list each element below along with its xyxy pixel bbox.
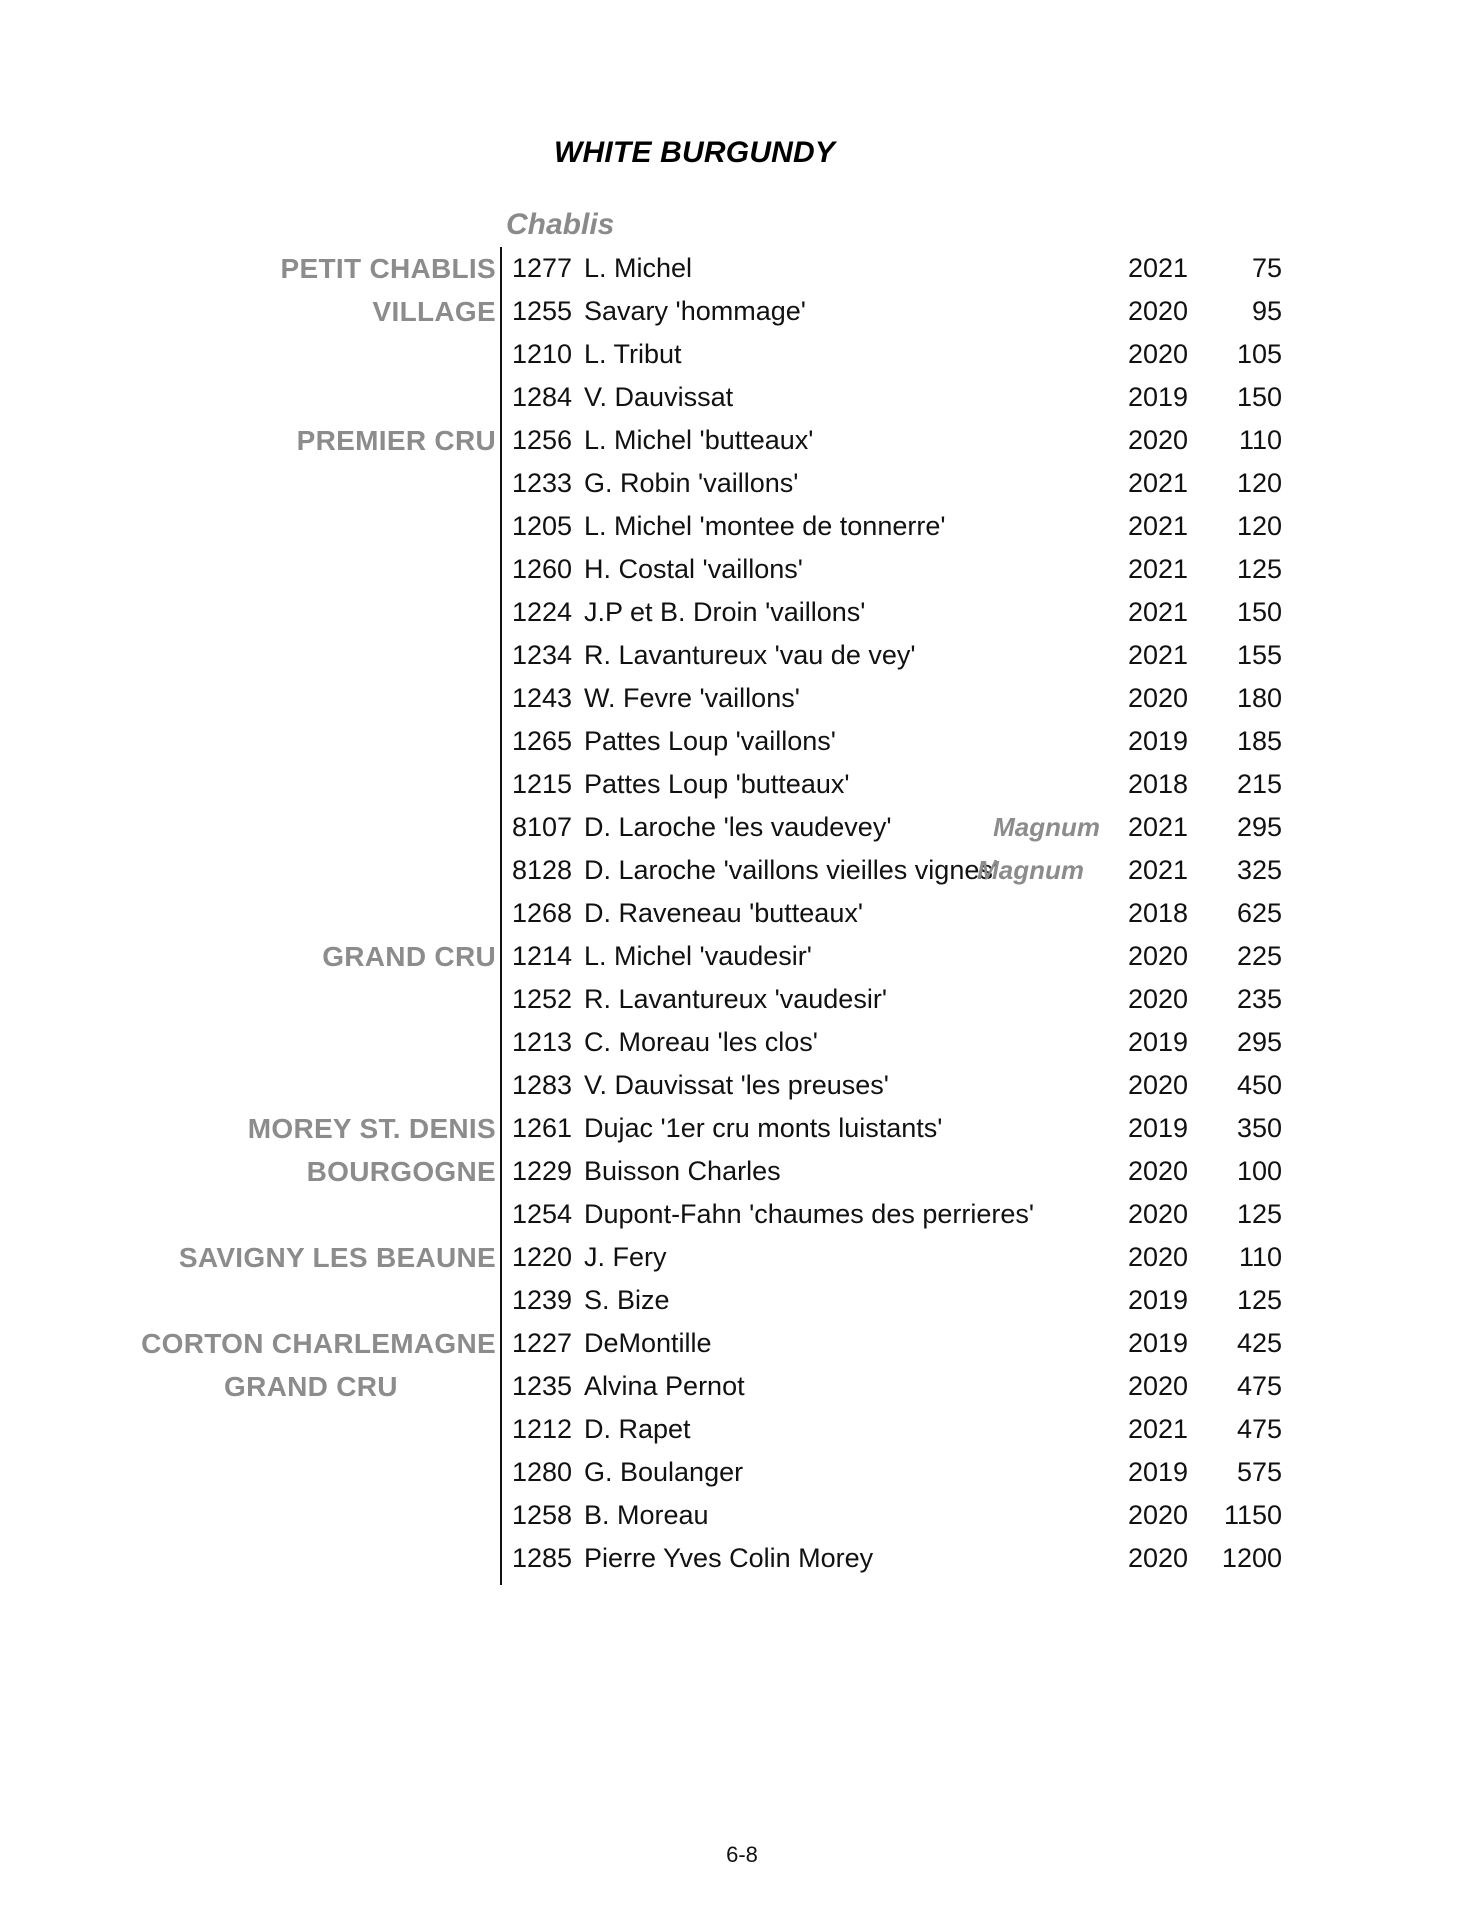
wine-vintage: 2020 [1128,984,1189,1014]
page-title: WHITE BURGUNDY [554,136,836,169]
wine-row [0,769,1484,812]
wine-row [0,1371,1484,1414]
wine-bin-number: 1229 [512,1156,573,1186]
wine-row [0,1199,1484,1242]
wine-vintage: 2019 [1128,1113,1189,1143]
wine-price: 295 [1236,812,1282,842]
wine-price: 475 [1236,1371,1282,1401]
wine-price: 125 [1236,1285,1282,1315]
wine-bin-number: 1260 [512,554,573,584]
wine-vintage: 2019 [1128,382,1189,412]
wine-name: Buisson Charles [584,1156,781,1186]
category-corton-grand-cru: GRAND CRU [224,1371,398,1402]
wine-row [0,1113,1484,1156]
wine-name: J. Fery [584,1242,667,1272]
wine-vintage: 2021 [1128,1414,1189,1444]
wine-vintage: 2021 [1128,855,1189,885]
wine-price: 100 [1236,1156,1282,1186]
wine-bin-number: 1277 [512,253,573,283]
wine-name: Dupont-Fahn 'chaumes des perrieres' [584,1199,1035,1229]
section-subtitle: Chablis [506,208,615,241]
wine-name: L. Michel 'montee de tonnerre' [584,511,946,541]
wine-price: 225 [1236,941,1282,971]
wine-row [0,597,1484,640]
wine-bin-number: 1285 [512,1543,573,1573]
wine-price: 105 [1236,339,1282,369]
wine-name: Pattes Loup 'butteaux' [584,769,850,799]
wine-vintage: 2020 [1128,683,1189,713]
wine-price: 110 [1238,1242,1282,1272]
wine-row [0,339,1484,382]
wine-row [0,941,1484,984]
wine-name: D. Rapet [584,1414,691,1444]
category-savigny-les-beaune: SAVIGNY LES BEAUNE [178,1242,496,1273]
category-morey-st-denis: MOREY ST. DENIS [247,1113,496,1144]
wine-price: 575 [1236,1457,1282,1487]
wine-price: 125 [1236,1199,1282,1229]
wine-row [0,1285,1484,1328]
wine-vintage: 2018 [1128,898,1189,928]
wine-row [0,1457,1484,1500]
wine-name: L. Michel 'butteaux' [584,425,814,455]
wine-vintage: 2020 [1128,1199,1189,1229]
wine-row [0,1328,1484,1371]
wine-name: D. Laroche 'les vaudevey' [584,812,892,842]
wine-vintage: 2020 [1128,1371,1189,1401]
wine-bin-number: 1280 [512,1457,573,1487]
wine-row [0,984,1484,1027]
wine-format: Magnum [977,855,1084,885]
wine-row [0,812,1484,855]
wine-bin-number: 1243 [512,683,573,713]
category-grand-cru: GRAND CRU [322,941,496,972]
wine-vintage: 2020 [1128,425,1189,455]
wine-bin-number: 8128 [512,855,573,885]
wine-vintage: 2020 [1128,1070,1189,1100]
wine-row [0,425,1484,468]
wine-bin-number: 1239 [512,1285,573,1315]
wine-price: 150 [1236,382,1282,412]
wine-price: 625 [1236,898,1282,928]
wine-row [0,683,1484,726]
wine-row [0,855,1484,898]
wine-vintage: 2019 [1128,726,1189,756]
wine-vintage: 2021 [1128,253,1189,283]
wine-vintage: 2021 [1128,640,1189,670]
wine-format: Magnum [993,812,1100,842]
wine-row [0,1543,1484,1586]
wine-row [0,1070,1484,1113]
wine-vintage: 2021 [1128,554,1189,584]
wine-bin-number: 1210 [512,339,573,369]
wine-name: C. Moreau 'les clos' [584,1027,818,1057]
wine-bin-number: 8107 [512,812,573,842]
wine-vintage: 2021 [1128,511,1189,541]
wine-name: L. Tribut [584,339,682,369]
wine-row [0,1027,1484,1070]
wine-vintage: 2020 [1128,1156,1189,1186]
wine-row [0,1500,1484,1543]
wine-vintage: 2020 [1128,1543,1189,1573]
wine-name: Savary 'hommage' [584,296,806,326]
wine-price: 120 [1236,511,1282,541]
wine-price: 180 [1236,683,1282,713]
wine-name: S. Bize [584,1285,670,1315]
wine-vintage: 2020 [1128,296,1189,326]
wine-row [0,253,1484,296]
wine-bin-number: 1258 [512,1500,573,1530]
wine-price: 155 [1236,640,1282,670]
wine-price: 125 [1236,554,1282,584]
wine-bin-number: 1283 [512,1070,573,1100]
wine-row [0,1414,1484,1457]
wine-name: R. Lavantureux 'vau de vey' [584,640,916,670]
wine-row [0,640,1484,683]
wine-vintage: 2021 [1128,468,1189,498]
wine-vintage: 2021 [1128,812,1189,842]
wine-price: 185 [1236,726,1282,756]
wine-name: Pattes Loup 'vaillons' [584,726,836,756]
wine-vintage: 2019 [1128,1027,1189,1057]
wine-price: 95 [1251,296,1282,326]
wine-bin-number: 1234 [512,640,573,670]
wine-price: 475 [1236,1414,1282,1444]
wine-name: W. Fevre 'vaillons' [584,683,800,713]
wine-vintage: 2019 [1128,1328,1189,1358]
wine-bin-number: 1261 [512,1113,573,1143]
wine-vintage: 2020 [1128,339,1189,369]
wine-row [0,898,1484,941]
wine-bin-number: 1255 [512,296,573,326]
wine-price: 1200 [1221,1543,1282,1573]
wine-vintage: 2019 [1128,1457,1189,1487]
category-premier-cru: PREMIER CRU [296,425,496,456]
wine-bin-number: 1214 [512,941,573,971]
wine-price: 215 [1236,769,1282,799]
wine-price: 75 [1251,253,1282,283]
wine-price: 150 [1236,597,1282,627]
wine-bin-number: 1252 [512,984,573,1014]
wine-vintage: 2020 [1128,1500,1189,1530]
category-corton-charlemagne: CORTON CHARLEMAGNE [141,1328,496,1359]
wine-bin-number: 1235 [512,1371,573,1401]
wine-name: DeMontille [584,1328,712,1358]
wine-name: G. Boulanger [584,1457,744,1487]
wine-row [0,554,1484,597]
wine-name: G. Robin 'vaillons' [584,468,799,498]
wine-row [0,726,1484,769]
wine-name: V. Dauvissat 'les preuses' [584,1070,889,1100]
wine-name: Alvina Pernot [584,1371,745,1401]
wine-name: D. Laroche 'vaillons vieilles vignes' [584,855,999,885]
wine-vintage: 2020 [1128,941,1189,971]
wine-bin-number: 1205 [512,511,573,541]
wine-bin-number: 1254 [512,1199,573,1229]
wine-name: R. Lavantureux 'vaudesir' [584,984,887,1014]
wine-name: Pierre Yves Colin Morey [584,1543,874,1573]
page-number: 6-8 [726,1842,758,1867]
wine-row [0,296,1484,339]
wine-vintage: 2019 [1128,1285,1189,1315]
wine-name: B. Moreau [584,1500,709,1530]
wine-bin-number: 1215 [512,769,573,799]
wine-bin-number: 1224 [512,597,573,627]
wine-bin-number: 1233 [512,468,573,498]
wine-price: 110 [1238,425,1282,455]
wine-bin-number: 1227 [512,1328,573,1358]
wine-vintage: 2018 [1128,769,1189,799]
wine-bin-number: 1268 [512,898,573,928]
wine-bin-number: 1212 [512,1414,573,1444]
category-bourgogne: BOURGOGNE [306,1156,496,1187]
wine-name: L. Michel [584,253,693,283]
wine-row [0,511,1484,554]
wine-price: 120 [1236,468,1282,498]
wine-row [0,1156,1484,1199]
wine-price: 350 [1236,1113,1282,1143]
wine-bin-number: 1265 [512,726,573,756]
wine-price: 450 [1236,1070,1282,1100]
wine-vintage: 2020 [1128,1242,1189,1272]
wine-bin-number: 1213 [512,1027,573,1057]
wine-name: J.P et B. Droin 'vaillons' [584,597,866,627]
category-village: VILLAGE [372,296,496,327]
wine-price: 1150 [1223,1500,1282,1530]
wine-bin-number: 1220 [512,1242,573,1272]
wine-price: 295 [1236,1027,1282,1057]
wine-row [0,1242,1484,1285]
wine-name: L. Michel 'vaudesir' [584,941,812,971]
category-petit-chablis: PETIT CHABLIS [280,253,496,284]
wine-name: D. Raveneau 'butteaux' [584,898,863,928]
wine-price: 235 [1236,984,1282,1014]
wine-price: 325 [1236,855,1282,885]
wine-price: 425 [1236,1328,1282,1358]
wine-name: Dujac '1er cru monts luistants' [584,1113,943,1143]
wine-bin-number: 1284 [512,382,573,412]
wine-row [0,382,1484,425]
wine-row [0,468,1484,511]
wine-vintage: 2021 [1128,597,1189,627]
wine-bin-number: 1256 [512,425,573,455]
wine-name: V. Dauvissat [584,382,734,412]
wine-name: H. Costal 'vaillons' [584,554,803,584]
